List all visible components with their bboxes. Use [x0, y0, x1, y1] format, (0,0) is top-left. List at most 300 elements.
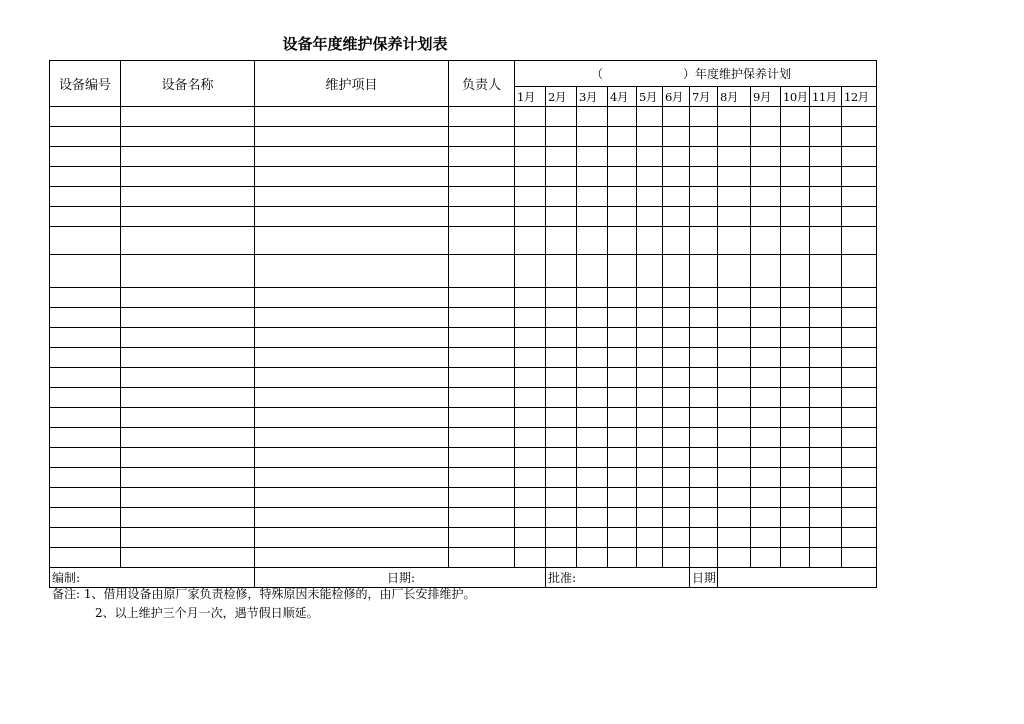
table-cell[interactable]: [577, 107, 608, 127]
table-cell[interactable]: [781, 388, 810, 408]
table-cell[interactable]: [449, 468, 515, 488]
table-cell[interactable]: [121, 348, 255, 368]
table-cell[interactable]: [546, 147, 577, 167]
table-cell[interactable]: [449, 368, 515, 388]
table-cell[interactable]: [810, 348, 842, 368]
table-cell[interactable]: [255, 388, 449, 408]
table-cell[interactable]: [121, 528, 255, 548]
table-cell[interactable]: [515, 255, 546, 288]
table-cell[interactable]: [663, 468, 690, 488]
table-cell[interactable]: [50, 468, 121, 488]
table-cell[interactable]: [546, 508, 577, 528]
table-cell[interactable]: [50, 408, 121, 428]
table-cell[interactable]: [50, 328, 121, 348]
table-cell[interactable]: [515, 227, 546, 255]
table-cell[interactable]: [515, 308, 546, 328]
table-cell[interactable]: [608, 187, 637, 207]
table-cell[interactable]: [121, 548, 255, 568]
table-cell[interactable]: [637, 388, 663, 408]
table-cell[interactable]: [637, 127, 663, 147]
table-cell[interactable]: [663, 227, 690, 255]
table-cell[interactable]: [718, 508, 751, 528]
table-cell[interactable]: [546, 548, 577, 568]
table-cell[interactable]: [449, 448, 515, 468]
table-cell[interactable]: [50, 548, 121, 568]
table-cell[interactable]: [50, 207, 121, 227]
table-cell[interactable]: [810, 468, 842, 488]
table-cell[interactable]: [608, 255, 637, 288]
table-cell[interactable]: [751, 187, 781, 207]
table-cell[interactable]: [690, 508, 718, 528]
table-cell[interactable]: [751, 167, 781, 187]
table-cell[interactable]: [810, 508, 842, 528]
table-cell[interactable]: [50, 127, 121, 147]
table-cell[interactable]: [690, 147, 718, 167]
table-cell[interactable]: [449, 328, 515, 348]
table-cell[interactable]: [781, 147, 810, 167]
table-cell[interactable]: [577, 468, 608, 488]
table-cell[interactable]: [255, 448, 449, 468]
table-cell[interactable]: [751, 107, 781, 127]
table-cell[interactable]: [50, 187, 121, 207]
table-cell[interactable]: [121, 448, 255, 468]
table-cell[interactable]: [718, 548, 751, 568]
table-cell[interactable]: [255, 308, 449, 328]
table-cell[interactable]: [637, 528, 663, 548]
table-cell[interactable]: [546, 448, 577, 468]
table-cell[interactable]: [255, 548, 449, 568]
table-cell[interactable]: [255, 428, 449, 448]
table-cell[interactable]: [810, 127, 842, 147]
table-cell[interactable]: [842, 448, 877, 468]
table-cell[interactable]: [255, 187, 449, 207]
table-cell[interactable]: [121, 107, 255, 127]
table-cell[interactable]: [781, 368, 810, 388]
table-cell[interactable]: [718, 255, 751, 288]
table-cell[interactable]: [663, 308, 690, 328]
table-cell[interactable]: [781, 348, 810, 368]
table-cell[interactable]: [637, 255, 663, 288]
table-cell[interactable]: [515, 107, 546, 127]
table-cell[interactable]: [121, 227, 255, 255]
table-cell[interactable]: [637, 227, 663, 255]
table-cell[interactable]: [577, 488, 608, 508]
table-cell[interactable]: [663, 167, 690, 187]
table-cell[interactable]: [449, 308, 515, 328]
table-cell[interactable]: [718, 288, 751, 308]
table-cell[interactable]: [50, 448, 121, 468]
table-cell[interactable]: [546, 207, 577, 227]
table-cell[interactable]: [810, 368, 842, 388]
table-cell[interactable]: [50, 288, 121, 308]
table-cell[interactable]: [121, 488, 255, 508]
approval-date-field[interactable]: [718, 568, 877, 588]
table-cell[interactable]: [751, 548, 781, 568]
table-cell[interactable]: [751, 288, 781, 308]
table-cell[interactable]: [50, 528, 121, 548]
table-cell[interactable]: [577, 255, 608, 288]
table-cell[interactable]: [842, 428, 877, 448]
table-cell[interactable]: [50, 227, 121, 255]
table-cell[interactable]: [663, 408, 690, 428]
table-cell[interactable]: [637, 167, 663, 187]
table-cell[interactable]: [608, 147, 637, 167]
table-cell[interactable]: [690, 308, 718, 328]
table-cell[interactable]: [810, 388, 842, 408]
table-cell[interactable]: [515, 147, 546, 167]
table-cell[interactable]: [121, 167, 255, 187]
table-cell[interactable]: [810, 167, 842, 187]
table-cell[interactable]: [608, 388, 637, 408]
table-cell[interactable]: [608, 548, 637, 568]
table-cell[interactable]: [842, 468, 877, 488]
table-cell[interactable]: [842, 147, 877, 167]
table-cell[interactable]: [121, 207, 255, 227]
table-cell[interactable]: [810, 448, 842, 468]
table-cell[interactable]: [690, 448, 718, 468]
table-cell[interactable]: [751, 428, 781, 448]
table-cell[interactable]: [690, 127, 718, 147]
table-cell[interactable]: [546, 408, 577, 428]
table-cell[interactable]: [690, 388, 718, 408]
table-cell[interactable]: [546, 388, 577, 408]
table-cell[interactable]: [751, 147, 781, 167]
table-cell[interactable]: [637, 448, 663, 468]
table-cell[interactable]: [255, 255, 449, 288]
table-cell[interactable]: [121, 468, 255, 488]
table-cell[interactable]: [50, 348, 121, 368]
table-cell[interactable]: [515, 528, 546, 548]
table-cell[interactable]: [810, 328, 842, 348]
table-cell[interactable]: [781, 207, 810, 227]
table-cell[interactable]: [781, 255, 810, 288]
table-cell[interactable]: [751, 388, 781, 408]
table-cell[interactable]: [718, 488, 751, 508]
table-cell[interactable]: [751, 448, 781, 468]
table-cell[interactable]: [751, 408, 781, 428]
table-cell[interactable]: [810, 187, 842, 207]
table-cell[interactable]: [577, 368, 608, 388]
table-cell[interactable]: [449, 107, 515, 127]
table-cell[interactable]: [449, 388, 515, 408]
table-cell[interactable]: [577, 167, 608, 187]
table-cell[interactable]: [546, 227, 577, 255]
table-cell[interactable]: [781, 468, 810, 488]
table-cell[interactable]: [50, 388, 121, 408]
table-cell[interactable]: [608, 107, 637, 127]
table-cell[interactable]: [842, 227, 877, 255]
table-cell[interactable]: [255, 227, 449, 255]
table-cell[interactable]: [515, 468, 546, 488]
table-cell[interactable]: [449, 167, 515, 187]
table-cell[interactable]: [751, 255, 781, 288]
table-cell[interactable]: [515, 127, 546, 147]
table-cell[interactable]: [121, 388, 255, 408]
table-cell[interactable]: [121, 328, 255, 348]
table-cell[interactable]: [449, 408, 515, 428]
table-cell[interactable]: [718, 147, 751, 167]
table-cell[interactable]: [663, 207, 690, 227]
table-cell[interactable]: [781, 548, 810, 568]
table-cell[interactable]: [842, 508, 877, 528]
table-cell[interactable]: [546, 107, 577, 127]
table-cell[interactable]: [690, 167, 718, 187]
table-cell[interactable]: [690, 227, 718, 255]
table-cell[interactable]: [663, 127, 690, 147]
table-cell[interactable]: [637, 368, 663, 388]
table-cell[interactable]: [781, 107, 810, 127]
table-cell[interactable]: [449, 127, 515, 147]
table-cell[interactable]: [546, 528, 577, 548]
table-cell[interactable]: [781, 167, 810, 187]
table-cell[interactable]: [663, 328, 690, 348]
table-cell[interactable]: [577, 548, 608, 568]
table-cell[interactable]: [842, 207, 877, 227]
table-cell[interactable]: [121, 408, 255, 428]
table-cell[interactable]: [810, 408, 842, 428]
table-cell[interactable]: [608, 348, 637, 368]
table-cell[interactable]: [690, 328, 718, 348]
table-cell[interactable]: [637, 207, 663, 227]
table-cell[interactable]: [546, 255, 577, 288]
table-cell[interactable]: [842, 127, 877, 147]
table-cell[interactable]: [663, 107, 690, 127]
table-cell[interactable]: [663, 388, 690, 408]
table-cell[interactable]: [781, 448, 810, 468]
table-cell[interactable]: [121, 368, 255, 388]
table-cell[interactable]: [608, 288, 637, 308]
table-cell[interactable]: [608, 308, 637, 328]
table-cell[interactable]: [608, 328, 637, 348]
table-cell[interactable]: [637, 328, 663, 348]
table-cell[interactable]: [690, 468, 718, 488]
table-cell[interactable]: [718, 348, 751, 368]
table-cell[interactable]: [637, 147, 663, 167]
table-cell[interactable]: [449, 207, 515, 227]
table-cell[interactable]: [608, 468, 637, 488]
table-cell[interactable]: [751, 127, 781, 147]
table-cell[interactable]: [690, 288, 718, 308]
table-cell[interactable]: [637, 187, 663, 207]
table-cell[interactable]: [810, 207, 842, 227]
table-cell[interactable]: [546, 308, 577, 328]
table-cell[interactable]: [637, 488, 663, 508]
table-cell[interactable]: [121, 428, 255, 448]
table-cell[interactable]: [546, 428, 577, 448]
table-cell[interactable]: [608, 488, 637, 508]
table-cell[interactable]: [718, 368, 751, 388]
table-cell[interactable]: [637, 288, 663, 308]
table-cell[interactable]: [781, 187, 810, 207]
table-cell[interactable]: [255, 167, 449, 187]
table-cell[interactable]: [842, 528, 877, 548]
table-cell[interactable]: [121, 508, 255, 528]
table-cell[interactable]: [255, 468, 449, 488]
table-cell[interactable]: [515, 488, 546, 508]
table-cell[interactable]: [449, 255, 515, 288]
table-cell[interactable]: [255, 508, 449, 528]
table-cell[interactable]: [515, 187, 546, 207]
table-cell[interactable]: [121, 255, 255, 288]
table-cell[interactable]: [577, 388, 608, 408]
table-cell[interactable]: [810, 288, 842, 308]
table-cell[interactable]: [637, 468, 663, 488]
table-cell[interactable]: [842, 388, 877, 408]
table-cell[interactable]: [121, 308, 255, 328]
table-cell[interactable]: [546, 187, 577, 207]
table-cell[interactable]: [577, 288, 608, 308]
table-cell[interactable]: [449, 548, 515, 568]
table-cell[interactable]: [577, 308, 608, 328]
table-cell[interactable]: [718, 328, 751, 348]
table-cell[interactable]: [255, 147, 449, 167]
table-cell[interactable]: [449, 187, 515, 207]
table-cell[interactable]: [449, 288, 515, 308]
table-cell[interactable]: [810, 308, 842, 328]
table-cell[interactable]: [781, 308, 810, 328]
table-cell[interactable]: [50, 368, 121, 388]
table-cell[interactable]: [781, 227, 810, 255]
table-cell[interactable]: [50, 107, 121, 127]
table-cell[interactable]: [121, 187, 255, 207]
table-cell[interactable]: [690, 187, 718, 207]
table-cell[interactable]: [637, 348, 663, 368]
table-cell[interactable]: [546, 368, 577, 388]
table-cell[interactable]: [718, 408, 751, 428]
table-cell[interactable]: [637, 408, 663, 428]
table-cell[interactable]: [577, 528, 608, 548]
table-cell[interactable]: [718, 187, 751, 207]
table-cell[interactable]: [608, 408, 637, 428]
table-cell[interactable]: [546, 167, 577, 187]
table-cell[interactable]: [515, 207, 546, 227]
table-cell[interactable]: [50, 147, 121, 167]
table-cell[interactable]: [515, 448, 546, 468]
table-cell[interactable]: [690, 528, 718, 548]
table-cell[interactable]: [810, 488, 842, 508]
table-cell[interactable]: [577, 408, 608, 428]
table-cell[interactable]: [515, 408, 546, 428]
table-cell[interactable]: [718, 428, 751, 448]
table-cell[interactable]: [718, 107, 751, 127]
table-cell[interactable]: [255, 328, 449, 348]
table-cell[interactable]: [781, 508, 810, 528]
table-cell[interactable]: [50, 308, 121, 328]
table-cell[interactable]: [781, 528, 810, 548]
table-cell[interactable]: [577, 348, 608, 368]
table-cell[interactable]: [608, 127, 637, 147]
table-cell[interactable]: [751, 328, 781, 348]
table-cell[interactable]: [255, 207, 449, 227]
table-cell[interactable]: [842, 308, 877, 328]
table-cell[interactable]: [690, 368, 718, 388]
table-cell[interactable]: [663, 548, 690, 568]
table-cell[interactable]: [690, 255, 718, 288]
table-cell[interactable]: [449, 428, 515, 448]
table-cell[interactable]: [546, 468, 577, 488]
table-cell[interactable]: [842, 107, 877, 127]
table-cell[interactable]: [515, 428, 546, 448]
table-cell[interactable]: [663, 255, 690, 288]
table-cell[interactable]: [810, 147, 842, 167]
table-cell[interactable]: [718, 388, 751, 408]
table-cell[interactable]: [577, 207, 608, 227]
table-cell[interactable]: [637, 107, 663, 127]
table-cell[interactable]: [546, 348, 577, 368]
table-cell[interactable]: [663, 368, 690, 388]
table-cell[interactable]: [577, 187, 608, 207]
table-cell[interactable]: [810, 227, 842, 255]
table-cell[interactable]: [781, 328, 810, 348]
table-cell[interactable]: [751, 368, 781, 388]
table-cell[interactable]: [751, 348, 781, 368]
table-cell[interactable]: [751, 308, 781, 328]
table-cell[interactable]: [842, 548, 877, 568]
table-cell[interactable]: [121, 147, 255, 167]
table-cell[interactable]: [608, 528, 637, 548]
table-cell[interactable]: [781, 288, 810, 308]
table-cell[interactable]: [842, 167, 877, 187]
table-cell[interactable]: [449, 147, 515, 167]
table-cell[interactable]: [690, 408, 718, 428]
table-cell[interactable]: [577, 508, 608, 528]
table-cell[interactable]: [751, 508, 781, 528]
table-cell[interactable]: [663, 428, 690, 448]
table-cell[interactable]: [663, 288, 690, 308]
table-cell[interactable]: [751, 468, 781, 488]
table-cell[interactable]: [663, 147, 690, 167]
table-cell[interactable]: [608, 448, 637, 468]
table-cell[interactable]: [121, 288, 255, 308]
table-cell[interactable]: [842, 255, 877, 288]
table-cell[interactable]: [810, 255, 842, 288]
table-cell[interactable]: [50, 255, 121, 288]
table-cell[interactable]: [781, 127, 810, 147]
table-cell[interactable]: [810, 548, 842, 568]
table-cell[interactable]: [718, 227, 751, 255]
table-cell[interactable]: [718, 528, 751, 548]
table-cell[interactable]: [718, 308, 751, 328]
table-cell[interactable]: [515, 388, 546, 408]
table-cell[interactable]: [255, 368, 449, 388]
table-cell[interactable]: [449, 348, 515, 368]
table-cell[interactable]: [546, 328, 577, 348]
table-cell[interactable]: [751, 227, 781, 255]
table-cell[interactable]: [255, 107, 449, 127]
table-cell[interactable]: [608, 227, 637, 255]
table-cell[interactable]: [577, 428, 608, 448]
table-cell[interactable]: [546, 488, 577, 508]
table-cell[interactable]: [663, 448, 690, 468]
table-cell[interactable]: [608, 368, 637, 388]
table-cell[interactable]: [637, 308, 663, 328]
table-cell[interactable]: [842, 348, 877, 368]
table-cell[interactable]: [608, 207, 637, 227]
table-cell[interactable]: [608, 508, 637, 528]
table-cell[interactable]: [663, 187, 690, 207]
table-cell[interactable]: [842, 368, 877, 388]
table-cell[interactable]: [842, 187, 877, 207]
table-cell[interactable]: [255, 528, 449, 548]
table-cell[interactable]: [751, 528, 781, 548]
table-cell[interactable]: [449, 227, 515, 255]
table-cell[interactable]: [842, 328, 877, 348]
table-cell[interactable]: [637, 548, 663, 568]
table-cell[interactable]: [663, 488, 690, 508]
table-cell[interactable]: [663, 528, 690, 548]
table-cell[interactable]: [255, 288, 449, 308]
table-cell[interactable]: [718, 448, 751, 468]
